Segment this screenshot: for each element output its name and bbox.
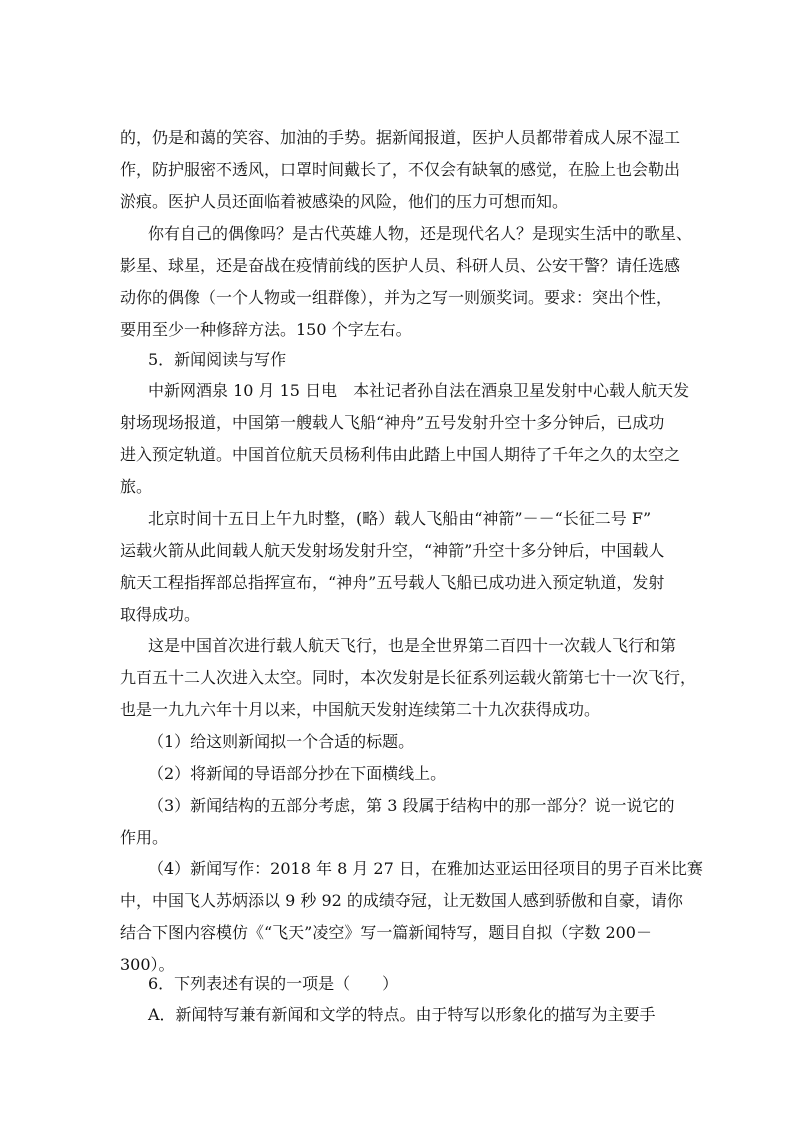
text-line: 也是一九九六年十月以来，中国航天发射连续第二十九次获得成功。: [120, 700, 601, 719]
text-line: 的，仍是和蔼的笑容、加油的手势。据新闻报道，医护人员都带着成人尿不湿工: [120, 128, 681, 147]
text-line: 作，防护服密不透风，口罩时间戴长了，不仅会有缺氧的感觉，在脸上也会勒出: [120, 160, 681, 179]
sub-question-4: [120, 853, 703, 981]
text-line: 九百五十二人次进入太空。同时，本次发射是长征系列运载火箭第七十一次飞行，: [120, 668, 697, 687]
option-a: [120, 999, 680, 1031]
question-6: [120, 968, 680, 1000]
news-paragraph-1: [120, 375, 690, 503]
paragraph-idol-prompt: [120, 218, 693, 346]
text-line: 中，中国飞人苏炳添以 9 秒 92 的成绩夺冠，让无数国人感到骄傲和自豪，请你: [120, 891, 683, 910]
sub-question-3: [120, 790, 680, 854]
text-line: 射场现场报道，中国第一艘载人飞船“神舟”五号发射升空十多分钟后，已成功: [120, 413, 665, 432]
text-line: （3）新闻结构的五部分考虑，第 3 段属于结构中的那一部分？说一说它的: [148, 796, 675, 815]
text-line: 航天工程指挥部总指挥宣布，“神舟”五号载人飞船已成功进入预定轨道，发射: [120, 573, 665, 592]
text-line: 取得成功。: [120, 605, 201, 624]
paragraph-medical-staff: [120, 122, 680, 218]
text-line: （2）将新闻的导语部分抄在下面横线上。: [148, 764, 447, 783]
news-paragraph-3: [120, 630, 697, 726]
text-line: 旅。: [120, 477, 153, 496]
text-line: 要用至少一种修辞方法。150 个字左右。: [120, 320, 412, 339]
news-paragraph-2: [120, 503, 680, 631]
text-line: 作用。: [120, 828, 169, 847]
sub-question-2: [120, 758, 680, 790]
text-line: 北京时间十五日上午九时整，(略）载人飞船由“神箭”－－“长征二号 F”: [148, 509, 652, 528]
text-line: 淤痕。医护人员还面临着被感染的风险，他们的压力可想而知。: [120, 192, 569, 211]
sub-question-1: [120, 726, 680, 758]
text-line: 影星、球星，还是奋战在疫情前线的医护人员、科研人员、公安干警？请任选感: [120, 256, 681, 275]
text-line: 动你的偶像（一个人物或一组群像），并为之写一则颁奖词。要求：突出个性，: [120, 288, 673, 307]
text-line: 进入预定轨道。中国首位航天员杨利伟由此踏上中国人期待了千年之久的太空之: [120, 445, 681, 464]
text-line: 300）。: [120, 955, 175, 974]
text-line: （4）新闻写作：2018 年 8 月 27 日，在雅加达亚运田径项目的男子百米比赛: [148, 859, 703, 878]
text-line: 中新网酒泉 10 月 15 日电 本社记者孙自法在酒泉卫星发射中心载人航天发: [148, 381, 690, 400]
text-line: 结合下图内容模仿《“飞天”凌空》写一篇新闻特写，题目自拟（字数 200－: [120, 923, 652, 942]
question-5-heading: [120, 344, 680, 376]
text-line: A．新闻特写兼有新闻和文学的特点。由于特写以形象化的描写为主要手: [148, 1005, 656, 1024]
text-line: 这是中国首次进行载人航天飞行，也是全世界第二百四十一次载人飞行和第: [148, 636, 677, 655]
text-line: 运载火箭从此间载人航天发射场发射升空，“神箭”升空十多分钟后，中国载人: [120, 541, 665, 560]
text-line: 6．下列表述有误的一项是（ ）: [148, 974, 399, 993]
text-line: 5．新闻阅读与写作: [148, 350, 287, 369]
text-line: 你有自己的偶像吗？是古代英雄人物，还是现代名人？是现实生活中的歌星、: [148, 224, 693, 243]
text-line: （1）给这则新闻拟一个合适的标题。: [148, 732, 415, 751]
